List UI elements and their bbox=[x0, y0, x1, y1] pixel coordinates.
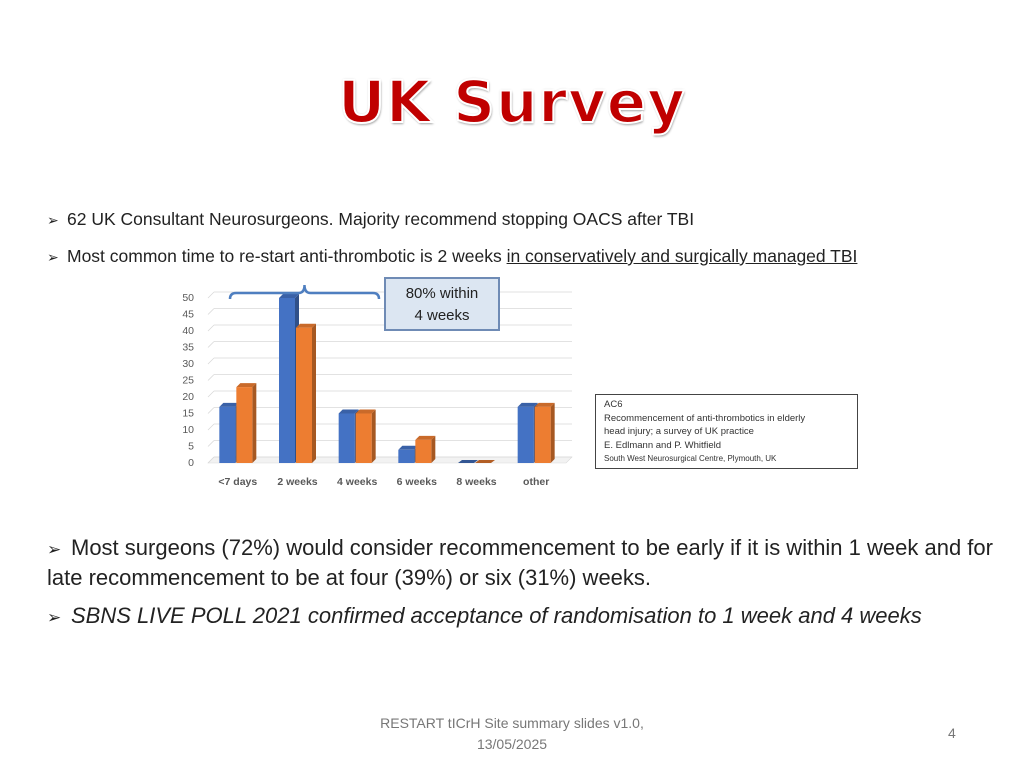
gridline-slant bbox=[208, 309, 214, 315]
bar bbox=[415, 440, 431, 463]
reference-code: AC6 bbox=[604, 399, 623, 410]
y-tick-label: 35 bbox=[182, 341, 194, 354]
gridline-slant bbox=[208, 358, 214, 364]
bar-side bbox=[431, 436, 435, 463]
bullet-3-text: Most surgeons (72%) would consider recommencement to be early if it is within 1 week and for late recommencement to be at four (39%) or six (31%) weeks. bbox=[47, 535, 993, 590]
y-tick-label: 25 bbox=[182, 374, 194, 387]
arrow-bullet-icon: ➢ bbox=[47, 212, 59, 228]
x-tick-label: 4 weeks bbox=[337, 476, 378, 488]
bar bbox=[339, 414, 355, 464]
callout-box bbox=[384, 277, 500, 331]
chart-floor bbox=[208, 457, 572, 463]
x-tick-label: 8 weeks bbox=[456, 476, 497, 488]
bullet-2-underlined-text: in conservatively and surgically managed TBI bbox=[506, 246, 858, 266]
page-number: 4 bbox=[948, 725, 956, 741]
arrow-bullet-icon: ➢ bbox=[47, 249, 59, 265]
y-tick-label: 5 bbox=[188, 440, 194, 453]
bar bbox=[398, 450, 414, 463]
bar bbox=[535, 407, 551, 463]
bar-side bbox=[312, 324, 316, 463]
gridline-slant bbox=[208, 292, 214, 298]
footer bbox=[362, 713, 662, 755]
bullet-2-text: Most common time to re-start anti-thrombotic is 2 weeks bbox=[67, 246, 507, 266]
y-tick-label: 20 bbox=[182, 391, 194, 403]
bullet-point-2 bbox=[47, 246, 857, 267]
gridline-slant bbox=[208, 342, 214, 348]
y-tick-label: 0 bbox=[188, 457, 194, 469]
y-tick-label: 45 bbox=[182, 308, 194, 321]
reference-title-line-1: Recommencement of anti-thrombotics in elderly bbox=[604, 412, 806, 424]
bar bbox=[356, 414, 372, 464]
bar bbox=[279, 298, 295, 463]
gridline-slant bbox=[208, 375, 214, 381]
gridline-slant bbox=[208, 441, 214, 447]
x-tick-label: other bbox=[523, 476, 550, 488]
bullet-1-text: 62 UK Consultant Neurosurgeons. Majority recommend stopping OACS after TBI bbox=[67, 209, 695, 229]
reference-authors: E. Edlmann and P. Whitfield bbox=[604, 439, 722, 451]
y-tick-label: 30 bbox=[182, 358, 194, 370]
gridline-slant bbox=[208, 325, 214, 331]
bar-chart bbox=[166, 273, 586, 497]
bullet-point-4 bbox=[47, 603, 922, 629]
reference-title-line-2: head injury; a survey of UK practice bbox=[604, 426, 754, 437]
y-tick-label: 10 bbox=[182, 424, 194, 436]
y-tick-label: 40 bbox=[182, 325, 194, 337]
bar bbox=[296, 328, 312, 463]
arrow-bullet-icon: ➢ bbox=[47, 608, 62, 627]
bullet-point-3 bbox=[47, 534, 997, 592]
x-tick-label: <7 days bbox=[218, 476, 258, 488]
bullet-point-1 bbox=[47, 209, 694, 230]
callout-line-2: 4 weeks bbox=[414, 307, 470, 324]
slide-title: UK Survey bbox=[338, 68, 686, 136]
bar-side bbox=[372, 410, 376, 464]
footer-line-2: 13/05/2025 bbox=[476, 736, 548, 752]
arrow-bullet-icon: ➢ bbox=[47, 540, 62, 559]
x-tick-label: 6 weeks bbox=[396, 476, 437, 488]
bullet-4-text: SBNS LIVE POLL 2021 confirmed acceptance of randomisation to 1 week and 4 weeks bbox=[71, 603, 922, 628]
gridline-slant bbox=[208, 424, 214, 430]
y-tick-label: 50 bbox=[182, 292, 194, 304]
bar bbox=[518, 407, 534, 463]
x-tick-label: 2 weeks bbox=[277, 476, 318, 488]
bar-side bbox=[252, 383, 256, 463]
gridline-slant bbox=[208, 391, 214, 397]
gridline-slant bbox=[208, 408, 214, 414]
reference-affiliation: South West Neurosurgical Centre, Plymouth, UK bbox=[604, 454, 777, 463]
bar bbox=[236, 387, 252, 463]
callout-line-1: 80% within bbox=[405, 285, 479, 302]
bar-side bbox=[551, 403, 555, 463]
y-tick-label: 15 bbox=[182, 407, 194, 420]
bar bbox=[219, 407, 235, 463]
reference-box bbox=[595, 394, 858, 469]
footer-line-1: RESTART tICrH Site summary slides v1.0, bbox=[380, 715, 644, 731]
